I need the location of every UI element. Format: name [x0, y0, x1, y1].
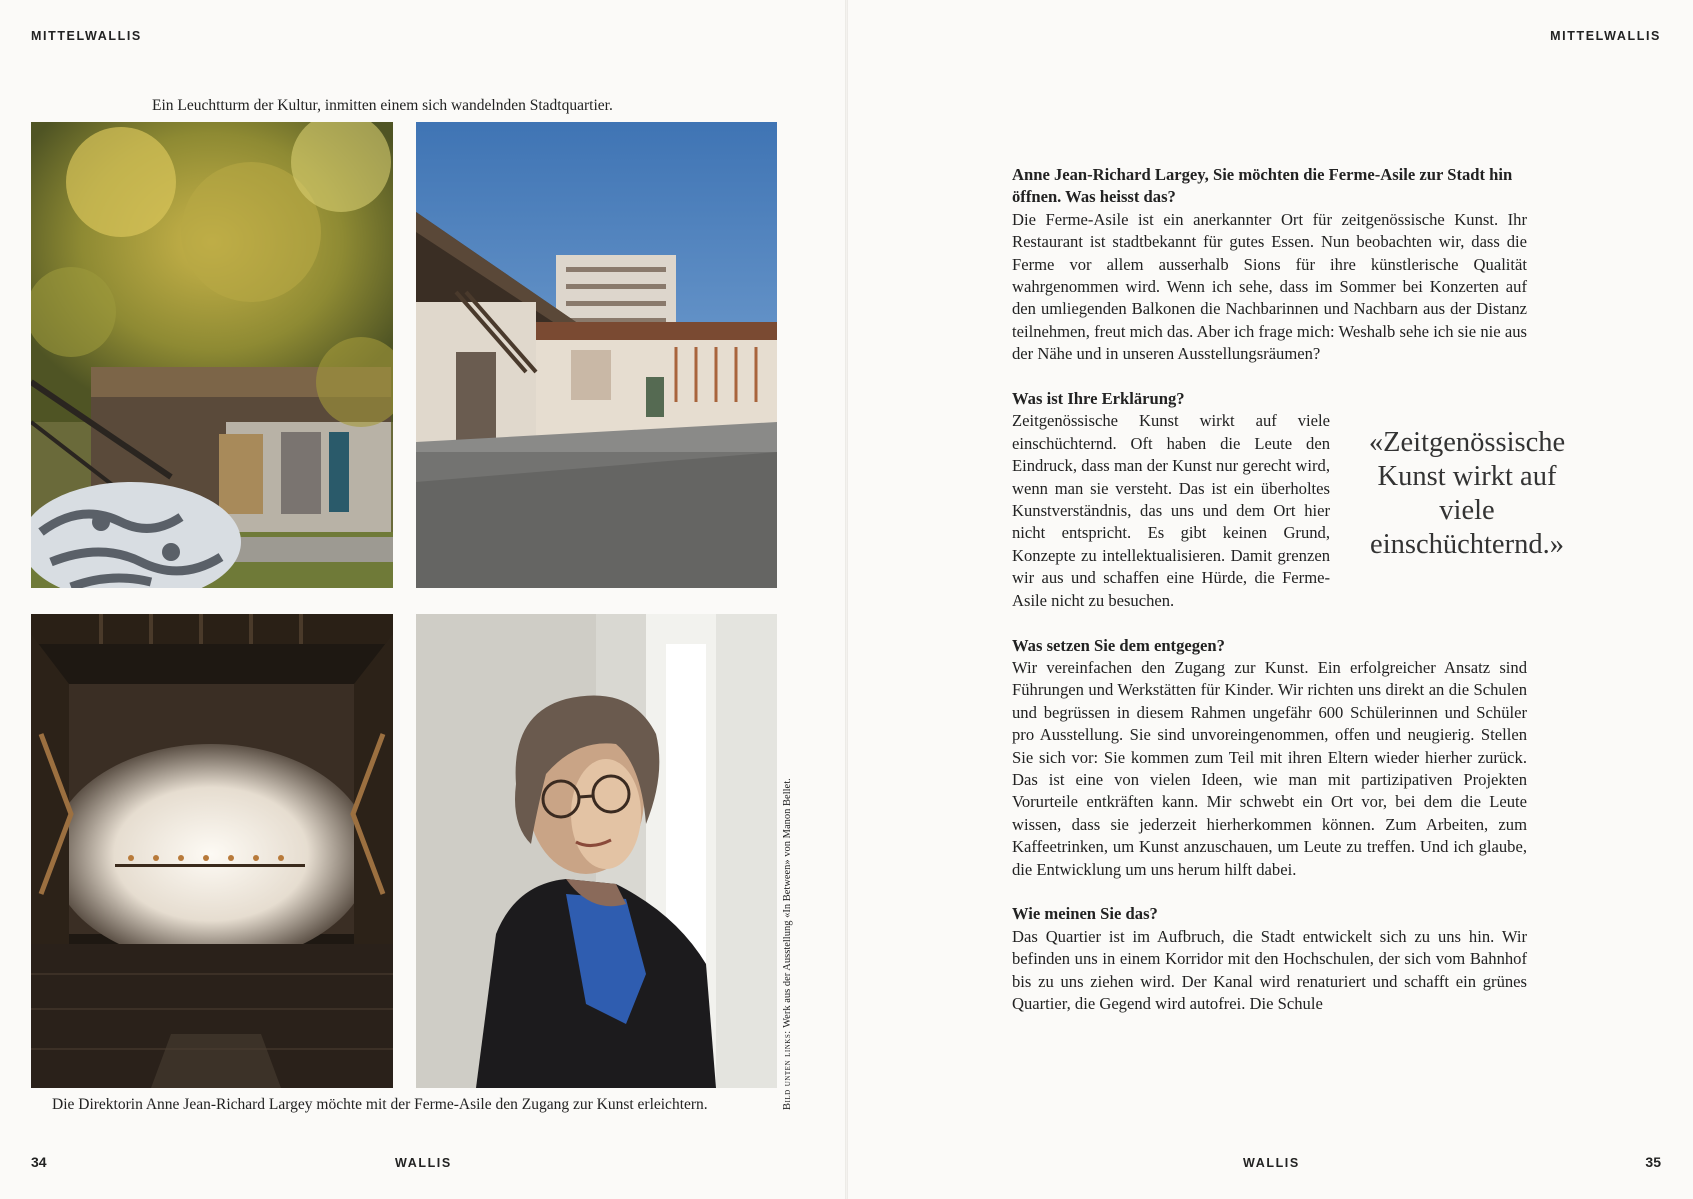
magazine-name-right: WALLIS — [1243, 1156, 1300, 1170]
photo-credit-text: Werk aus der Ausstellung «In Between» von Manon Bellet. — [782, 778, 793, 1028]
article-body — [1012, 164, 1566, 1038]
running-head-left: MITTELWALLIS — [31, 29, 142, 43]
caption-bottom: Die Direktorin Anne Jean-Richard Largey möchte mit der Ferme-Asile den Zugang zur Kunst erleichtern. — [52, 1096, 708, 1113]
question-3: Was setzen Sie dem entgegen? — [1012, 635, 1225, 655]
answer-1: Die Ferme-Asile ist ein anerkannter Ort für zeitgenössische Kunst. Ihr Restaurant ist stadtbekannt für gutes Essen. Nun beobachten wir, dass die Ferme vor allem ausserhalb Sions für ihre künstlerische Qualität wahrgenommen wird. Wenn ich sehe, dass im Sommer bei Konzerten auf den umliegenden Balkonen die Nachbarinnen und Nachbarn aus der Distanz teilnehmen, freut mich das. Aber ich frage mich: Weshalb sehe ich sie nie aus der Nähe und in unseren Ausstellungsräumen? — [1012, 209, 1527, 364]
photo-portrait-director — [416, 614, 777, 1088]
photo-courtyard-tree — [31, 122, 393, 588]
question-1: Anne Jean-Richard Largey, Sie möchten die Ferme-Asile zur Stadt hin öffnen. Was heisst das? — [1012, 165, 1513, 207]
page-number-right: 35 — [1645, 1154, 1661, 1170]
photo-credit — [782, 778, 793, 1110]
answer-2: Zeitgenössische Kunst wirkt auf viele einschüchternd. Oft haben die Leute den Eindruck, dass man der Kunst nur gerecht wird, wenn man sie versteht. Das ist ein überholtes Kunstverständnis, das uns und dem Ort hier nicht entspricht. Es gibt keinen Grund, Konzepte zu intellektualisieren. Damit grenzen wir aus und schaffen eine Hürde, die Ferme-Asile nicht zu besuchen. — [1012, 411, 1330, 610]
answer-4: Das Quartier ist im Aufbruch, die Stadt entwickelt sich zu uns hin. Wir befinden uns in einem Korridor mit den Hochschulen, der sich vom Bahnhof bis zu uns ziehen wird. Der Kanal wird renaturiert und schafft ein grünes Quartier, die Gegend wird autofrei. Die Schule — [1012, 926, 1527, 1013]
question-4: Wie meinen Sie das? — [1012, 904, 1158, 924]
photo-courtyard-building — [416, 122, 777, 588]
running-head-right: MITTELWALLIS — [1550, 29, 1661, 43]
photo-gallery-installation — [31, 614, 393, 1088]
magazine-name-left: WALLIS — [395, 1156, 452, 1170]
page-gutter — [845, 0, 848, 1199]
question-2: Was ist Ihre Erklärung? — [1012, 389, 1185, 409]
page-number-left: 34 — [31, 1154, 47, 1170]
pull-quote: «Zeitgenössische Kunst wirkt auf viele einschüchternd.» — [1368, 427, 1566, 561]
answer-3: Wir vereinfachen den Zugang zur Kunst. Ein erfolgreicher Ansatz sind Führungen und Werkstätten für Kinder. Wir richten uns direkt an die Schulen und begrüssen in diesem Rahmen ungefähr 600 Schülerinnen und Schüler pro Ausstellung. Sie sind unvoreingenommen, offen und neugierig. Stellen Sie sich vor: Sie kommen zum Teil mit ihren Eltern wieder hierher zurück. Das ist eine von vielen Ideen, wie man mit partizipativen Projekten Vorurteile entkräften kann. Mir schwebt ein Ort vor, bei dem die Leute wissen, dass sie jederzeit hierherkommen können. Zum Arbeiten, zum Kaffeetrinken, um Kunst anzuschauen, um Leute zu treffen. Und ich glaube, die Entwicklung um uns herum hilft dabei. — [1012, 657, 1527, 879]
photo-credit-label: Bild unten links: — [782, 1030, 793, 1110]
caption-top: Ein Leuchtturm der Kultur, inmitten einem sich wandelnden Stadtquartier. — [152, 97, 613, 114]
